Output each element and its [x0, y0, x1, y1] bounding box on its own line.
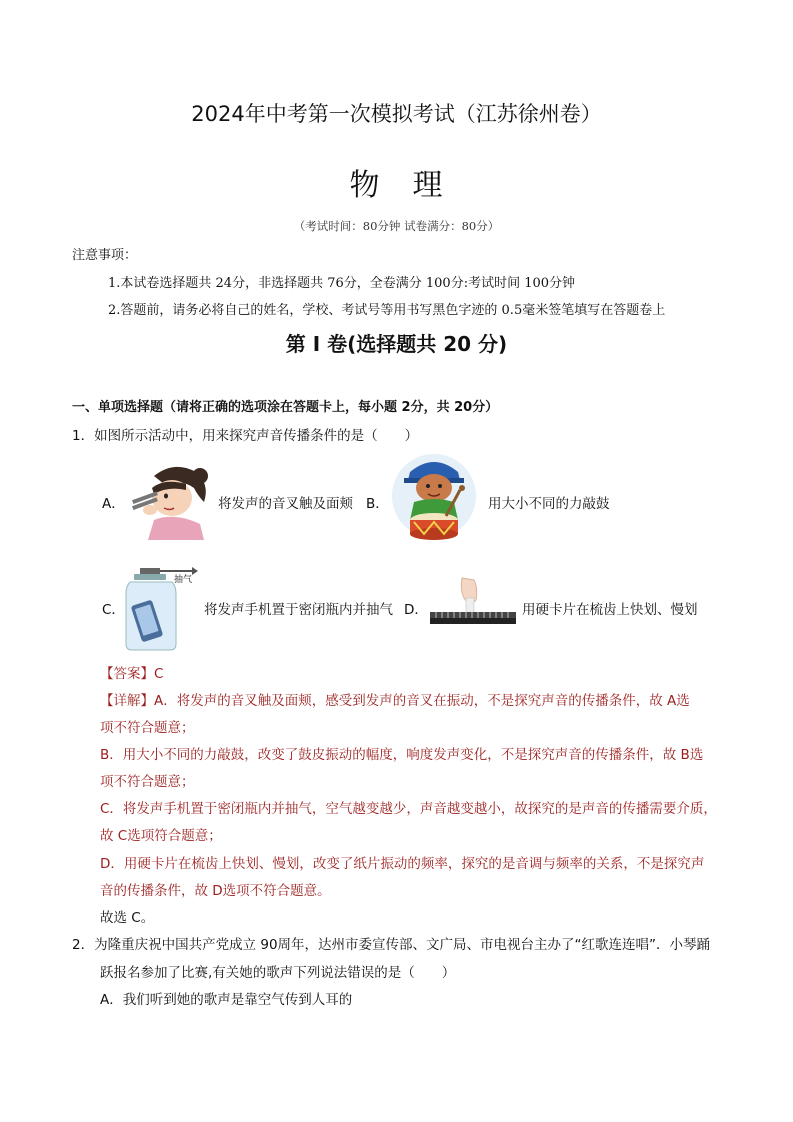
pump-label: 抽气	[174, 575, 193, 585]
boy-drum-icon	[388, 450, 480, 542]
conclusion: 故选 C。	[100, 910, 155, 926]
section-heading: 一、单项选择题（请将正确的选项涂在答题卡上，每小题 2分，共 20分）	[72, 400, 499, 415]
explanation-line: 项不符合题意；	[100, 774, 195, 790]
explanation-line: 项不符合题意；	[100, 720, 195, 736]
option-c-text: 将发声手机置于密闭瓶内并抽气	[204, 602, 393, 618]
notice-heading: 注意事项：	[72, 248, 138, 263]
explanation-line: 【详解】A．将发声的音叉触及面颊，感受到发声的音叉在振动，不是探究声音的传播条件，故 A选	[100, 693, 690, 709]
notice-item: 1.本试卷选择题共 24分，非选择题共 76分，全卷满分 100分:考试时间 100分钟	[108, 276, 576, 291]
explanation-line: B．用大小不同的力敲鼓，改变了鼓皮振动的幅度，响度发声变化，不是探究声音的传播条件，故 B选	[100, 747, 704, 763]
option-d-text: 用硬卡片在梳齿上快划、慢划	[522, 602, 698, 618]
question-2-option-a: A．我们听到她的歌声是靠空气传到人耳的	[100, 992, 353, 1008]
option-b-letter: B．	[366, 496, 389, 512]
notice-item: 2.答题前，请务必将自己的姓名，学校、考试号等用书写黑色字迹的 0.5毫米签笔填写在答题卷上	[108, 303, 666, 318]
option-c-letter: C．	[102, 602, 125, 618]
question-2-stem-cont: 跃报名参加了比赛,有关她的歌声下列说法错误的是（ ）	[100, 965, 456, 981]
explanation-line: D．用硬卡片在梳齿上快划、慢划，改变了纸片振动的频率，探究的是音调与频率的关系，不是探究声	[100, 856, 705, 872]
explanation-line: C．将发声手机置于密闭瓶内并抽气，空气越变越少，声音越变越小，故探究的是声音的传播需要介质，	[100, 801, 717, 817]
card-on-comb-icon	[426, 576, 520, 632]
subject-char-2: 理	[412, 168, 444, 203]
explanation-line: 音的传播条件，故 D选项不符合题意。	[100, 883, 331, 899]
question-1-stem: 1．如图所示活动中，用来探究声音传播条件的是（ ）	[72, 428, 419, 444]
option-d-letter: D．	[404, 602, 428, 618]
option-a-letter: A．	[102, 496, 125, 512]
answer-label: 【答案】C	[100, 666, 164, 682]
subject-title	[0, 160, 793, 204]
exam-time-note: （考试时间：80分钟 试卷满分：80分）	[293, 219, 500, 233]
option-b-text: 用大小不同的力敲鼓	[488, 496, 610, 512]
question-2-stem: 2．为隆重庆祝中国共产党成立 90周年，达州市委宣传部、文广局、市电视台主办了“红歌连连唱”．小琴踊	[72, 937, 711, 953]
explanation-line: 故 C选项符合题意；	[100, 828, 222, 844]
option-a-text: 将发声的音叉触及面颊	[218, 496, 353, 512]
subject-char-1: 物	[349, 168, 381, 203]
part-title: 第 I 卷(选择题共 20 分)	[285, 332, 508, 356]
girl-tuning-fork-icon	[124, 458, 212, 540]
exam-title: 2024年中考第一次模拟考试（江苏徐州卷）	[191, 102, 602, 126]
